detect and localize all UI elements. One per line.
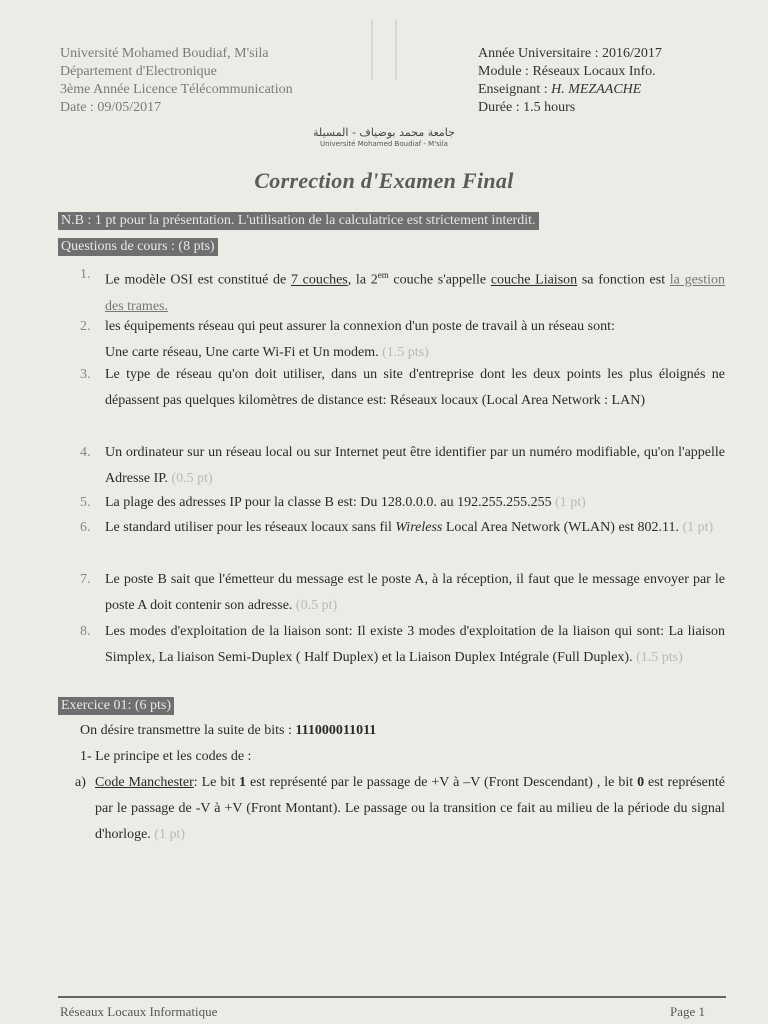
q1-sup: em (377, 270, 389, 280)
q5-text: La plage des adresses IP pour la classe B est: Du 128.0.0.0. au 192.255.255.255 (105, 495, 552, 510)
question-8 (80, 619, 725, 671)
header-level: 3ème Année Licence Télécommunication (60, 82, 293, 97)
q1-answer-layers: 7 couches (290, 272, 348, 288)
question-number: 6. (80, 520, 91, 535)
item-a-label: a) (75, 775, 86, 790)
question-text (105, 619, 725, 671)
question-4 (80, 440, 725, 492)
question-number: 7. (80, 572, 91, 587)
logo-watermark-icon (371, 20, 397, 80)
q4-text: Un ordinateur sur un réseau local ou sur Internet peut être identifier par un numéro modifiable, qu'on l'appelle Adresse IP. (105, 445, 725, 486)
header-module: Module : Réseaux Locaux Info. (478, 64, 656, 79)
q6-points: (1 pt) (682, 520, 714, 535)
header-course-info (478, 45, 662, 117)
question-text (105, 440, 725, 492)
q1-text-f: sa fonction est (577, 272, 670, 288)
item-a-text (95, 770, 725, 848)
question-1 (80, 262, 725, 320)
exercice-bits: 111000011011 (295, 723, 377, 738)
question-number: 2. (80, 319, 91, 334)
exercice-intro-text: On désire transmettre la suite de bits : (80, 723, 296, 738)
footer-divider (58, 996, 726, 998)
cours-band: Questions de cours : (8 pts) (58, 238, 218, 256)
item-a-points: (1 pt) (154, 827, 186, 842)
teacher-name: H. MEZAACHE (551, 82, 642, 97)
question-number: 1. (80, 267, 91, 282)
q1-answer-function: la gestion des trames. (105, 272, 726, 314)
q8-points: (1.5 pts) (636, 650, 683, 665)
q1-text-d: couche s'appelle (388, 272, 491, 288)
question-text (105, 314, 725, 366)
q2-points: (1.5 pts) (382, 345, 429, 360)
question-text (105, 262, 725, 320)
logo-arabic-name: جامعة محمد بوضياف - المسيلة (313, 126, 455, 139)
header-teacher (478, 81, 662, 99)
item-a-t1: : Le bit (193, 775, 240, 790)
manchester-title: Code Manchester (95, 775, 194, 790)
item-a-t2: est représenté par le passage de +V à –V (Front Descendant) , le bit (246, 775, 638, 790)
q6-wireless: Wireless (395, 520, 443, 535)
header-institution (60, 45, 293, 117)
exercice-item-a (75, 770, 725, 848)
question-text (105, 515, 725, 541)
q2-answer: Une carte réseau, Une carte Wi-Fi et Un modem. (105, 345, 379, 360)
question-number: 4. (80, 445, 91, 460)
q2-line-1: les équipements réseau qui peut assurer la connexion d'un poste de travail à un réseau sont: (105, 319, 615, 334)
header-academic-year: Année Universitaire : 2016/2017 (478, 46, 662, 61)
university-logo (300, 20, 468, 148)
logo-french-name: Université Mohamed Boudiaf - M'sila (320, 140, 448, 148)
question-number: 5. (80, 495, 91, 510)
bit-one: 1 (239, 775, 247, 790)
q1-text-a: Le modèle OSI est constitué de (105, 272, 291, 288)
question-5 (80, 490, 725, 516)
q7-points: (0.5 pt) (295, 598, 338, 613)
header-date: Date : 09/05/2017 (60, 100, 162, 115)
header-department: Département d'Electronique (60, 64, 217, 79)
question-text (105, 490, 725, 516)
footer-course: Réseaux Locaux Informatique (60, 1004, 218, 1019)
exercice-item-1: 1- Le principe et les codes de : (80, 749, 252, 764)
question-number: 3. (80, 367, 91, 382)
question-3 (80, 362, 725, 414)
question-6 (80, 515, 725, 541)
question-number: 8. (80, 624, 91, 639)
question-7 (80, 567, 725, 619)
exercice-intro (80, 718, 725, 744)
q6-text-c: Local Area Network (WLAN) est 802.11. (442, 520, 679, 535)
q8-text: Les modes d'exploitation de la liaison sont: Il existe 3 modes d'exploitation de la liaison qui sont: La liaison Simplex, La liaison Semi-Duplex ( Half Duplex) et la Liaison Duplex Intégrale (Full Duplex). (105, 624, 725, 665)
q7-text: Le poste B sait que l'émetteur du message est le poste A, à la réception, il faut que le message envoyer par le poste A doit contenir son adresse. (105, 572, 725, 613)
question-2 (80, 314, 725, 366)
page-title: Correction d'Examen Final (254, 168, 514, 193)
bit-zero: 0 (637, 775, 645, 790)
q1-answer-layer-name: couche Liaison (490, 272, 578, 288)
footer-page-number: Page 1 (670, 1004, 706, 1019)
question-text (105, 567, 725, 619)
exercice-band: Exercice 01: (6 pts) (58, 697, 174, 715)
teacher-label: Enseignant : (478, 82, 552, 97)
q1-text-c: , la 2 (347, 272, 378, 288)
nb-band: N.B : 1 pt pour la présentation. L'utilisation de la calculatrice est strictement interdit. (58, 212, 539, 230)
q4-points: (0.5 pt) (171, 471, 213, 486)
q6-text-a: Le standard utiliser pour les réseaux locaux sans fil (105, 520, 396, 535)
header-duration: Durée : 1.5 hours (478, 100, 576, 115)
question-text: Le type de réseau qu'on doit utiliser, dans un site d'entreprise dont les deux points les plus éloignés ne dépassent pas quelques kilomètres de distance est: Réseaux locaux (Local Area Network : LAN) (105, 367, 725, 408)
header-university: Université Mohamed Boudiaf, M'sila (60, 46, 269, 61)
q5-points: (1 pt) (555, 495, 586, 510)
item-a-t3: est représenté par le passage de -V à +V (Front Montant). Le passage ou la transition ce fait au milieu de la période du signal d'horloge. (95, 775, 726, 842)
